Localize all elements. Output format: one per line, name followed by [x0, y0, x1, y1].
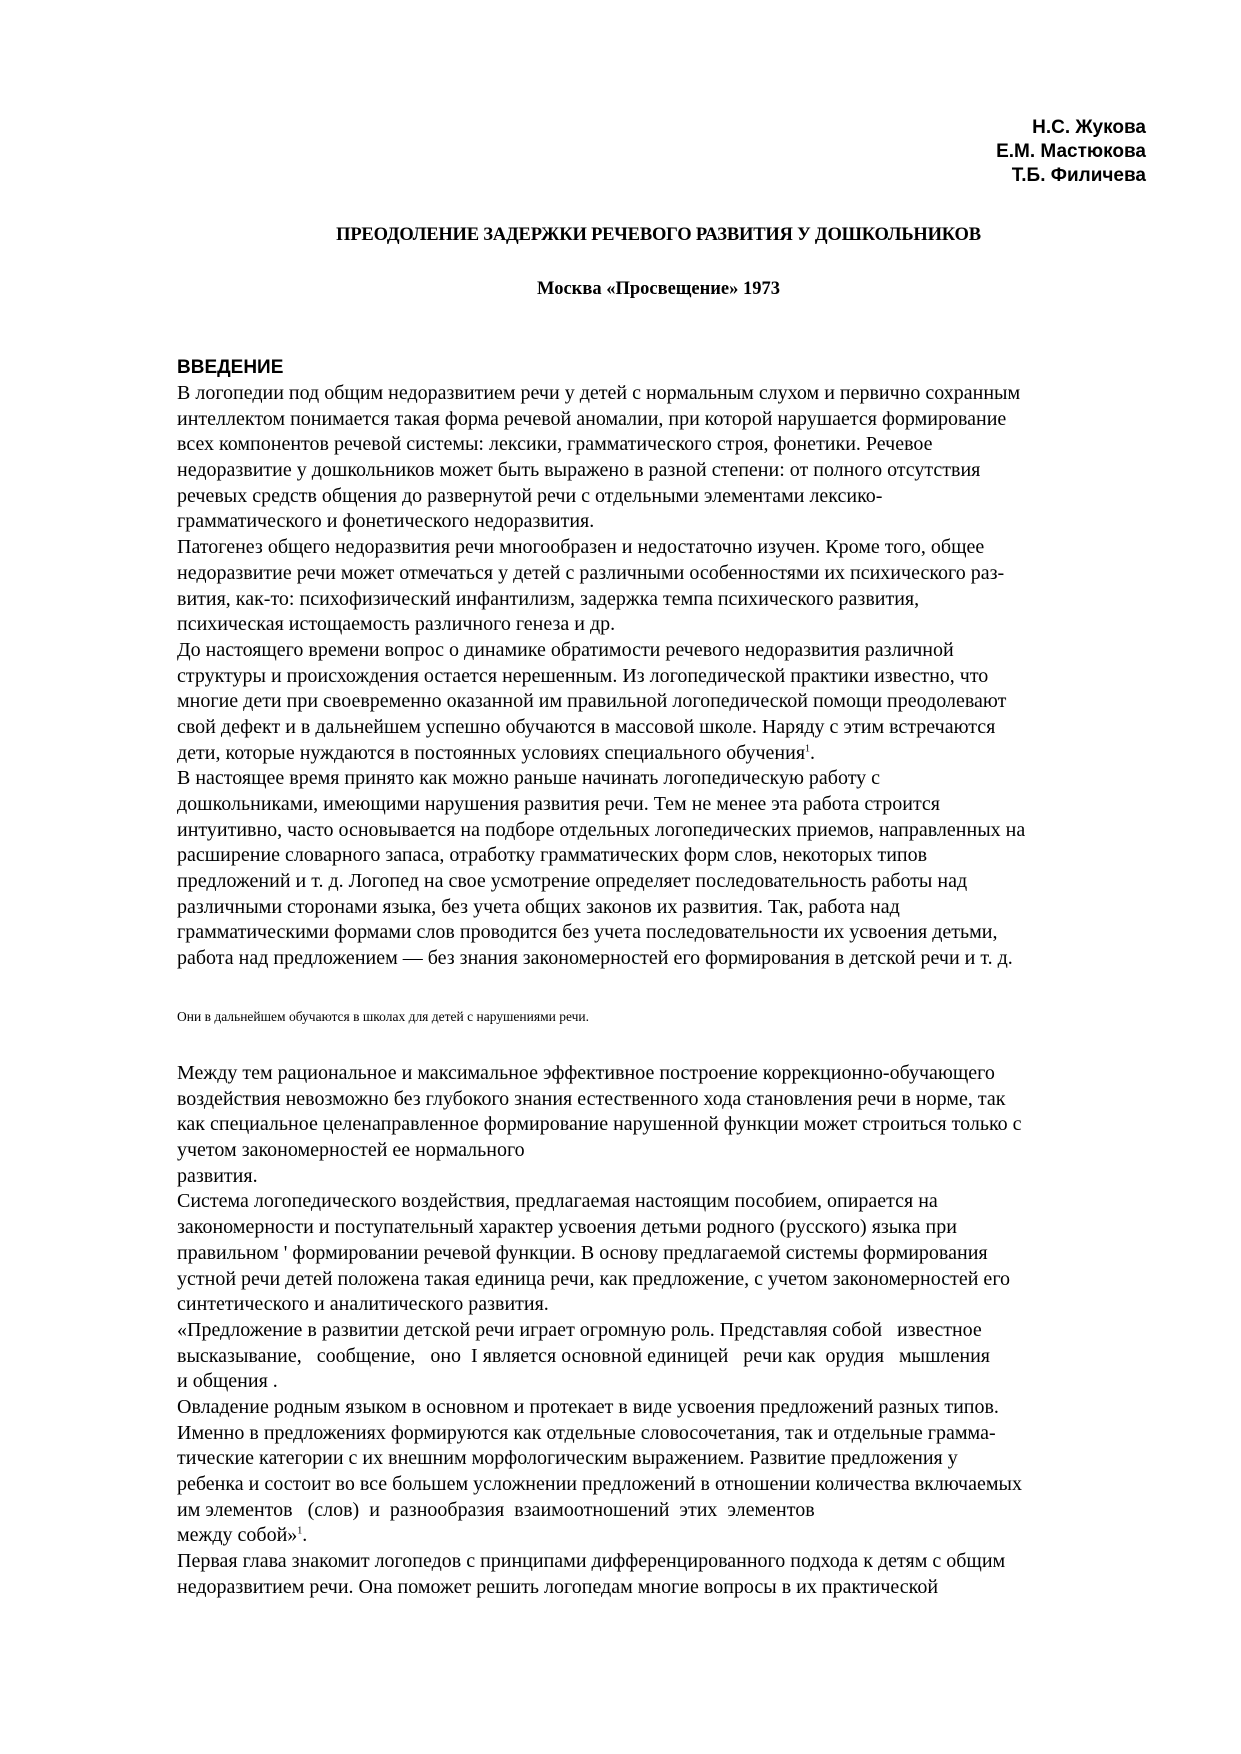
text-line: Овладение родным языком в основном и протекает в виде усвоения предложений разных типов. — [177, 1395, 999, 1418]
text-line: учетом закономерностей ее нормального — [177, 1139, 525, 1162]
text-line: развития. — [177, 1164, 258, 1187]
text-line: структуры и происхождения остается нерешенным. Из логопедической практики известно, что — [177, 664, 989, 687]
text-line: Первая глава знакомит логопедов с принципами дифференцированного подхода к детям с общим — [177, 1550, 1006, 1573]
text-line: им элементов (слов) и разнообразия взаимоотношений этих элементов — [177, 1498, 815, 1521]
text-line: и общения . — [177, 1370, 278, 1393]
publisher-line: Москва «Просвещение» 1973 — [536, 279, 781, 299]
text-line: закономерности и поступательный характер усвоения детьми родного (русского) языка при — [177, 1216, 957, 1239]
section-heading: ВВЕДЕНИЕ — [177, 357, 284, 378]
text-line: психическая истощаемость различного генеза и др. — [177, 613, 616, 636]
text-line: ребенка и состоит во все большем усложнении предложений в отношении количества включаемых — [177, 1473, 1022, 1495]
continued-text-block — [177, 1061, 1022, 1600]
author-name: Е.М. Мастюкова — [996, 141, 1146, 162]
text-line: грамматического и фонетического недоразвития. — [177, 510, 595, 533]
text-line-content: между собой» — [177, 1524, 298, 1547]
author-name: Т.Б. Филичева — [1011, 165, 1146, 186]
footnote-reference[interactable]: 1 — [297, 1525, 303, 1537]
author-name: Н.С. Жукова — [1032, 117, 1146, 138]
text-line-content: дети, которые нуждаются в постоянных условиях специального обучения — [177, 741, 806, 764]
text-line: недоразвитие речи может отмечаться у детей с различными особенностями их психического раз- — [177, 561, 1005, 584]
text-line: интуитивно, часто основывается на подборе отдельных логопедических приемов, направленных на — [177, 818, 1026, 841]
punctuation: . — [302, 1524, 308, 1547]
text-line: Именно в предложениях формируются как отдельные словосочетания, так и отдельные грамма- — [177, 1421, 996, 1444]
text-line: свой дефект и в дальнейшем успешно обучаются в массовой школе. Наряду с этим встречаются — [177, 715, 996, 738]
document-title: ПРЕОДОЛЕНИЕ ЗАДЕРЖКИ РЕЧЕВОГО РАЗВИТИЯ У ДОШКОЛЬНИКОВ — [336, 225, 981, 245]
text-line: как специальное целенаправленное формирование нарушенной функции может строиться только с — [177, 1113, 1022, 1136]
text-line: В логопедии под общим недоразвитием речи у детей с нормальным слухом и первично сохранным — [177, 382, 1021, 404]
text-line: вития, как-то: психофизический инфантилизм, задержка темпа психического развития, — [177, 587, 920, 610]
footnote-reference[interactable]: 1 — [805, 742, 811, 754]
text-line: Патогенез общего недоразвития речи многообразен и недостаточно изучен. Кроме того, общее — [177, 536, 985, 559]
text-line: различными сторонами языка, без учета общих законов их развития. Так, работа над — [177, 895, 900, 918]
text-line — [177, 1523, 1022, 1549]
text-line: синтетического и аналитического развития. — [177, 1293, 549, 1316]
text-line: речевых средств общения до развернутой речи с отдельными элементами лексико- — [177, 484, 883, 507]
text-line: Система логопедического воздействия, предлагаемая настоящим пособием, опирается на — [177, 1190, 938, 1213]
text-line: высказывание, сообщение, оно I является основной единицей речи как орудия мышления — [177, 1344, 990, 1367]
text-line: дошкольниками, имеющими нарушения развития речи. Тем не менее эта работа строится — [177, 793, 940, 815]
text-line: устной речи детей положена такая единица речи, как предложение, с учетом закономерностей его — [177, 1267, 1011, 1290]
text-line: предложений и т. д. Логопед на свое усмотрение определяет последовательность работы над — [177, 870, 968, 893]
text-line: тические категории с их внешним морфологическим выражением. Развитие предложения у — [177, 1447, 958, 1470]
text-line: правильном ' формировании речевой функции. В основу предлагаемой системы формирования — [177, 1241, 988, 1264]
punctuation: . — [810, 741, 816, 764]
text-line: работа над предложением — без знания закономерностей его формирования в детской речи и т. д. — [177, 947, 1013, 970]
footnote-text: Они в дальнейшем обучаются в школах для детей с нарушениями речи. — [177, 1009, 590, 1024]
text-line: интеллектом понимается такая форма речевой аномалии, при которой нарушается формирование — [177, 407, 1007, 430]
text-line: воздействия невозможно без глубокого знания естественного хода становления речи в норме, так — [177, 1087, 1006, 1110]
text-line — [177, 741, 1025, 767]
text-line: всех компонентов речевой системы: лексики, грамматического строя, фонетики. Речевое — [177, 433, 933, 456]
intro-text-block — [177, 381, 1025, 972]
text-line: расширение словарного запаса, отработку грамматических форм слов, некоторых типов — [177, 844, 928, 867]
text-line: недоразвитие у дошкольников может быть выражено в разной степени: от полного отсутствия — [177, 459, 981, 482]
authors-block — [996, 116, 1146, 188]
text-line: грамматическими формами слов проводится без учета последовательности их усвоения детьми, — [177, 921, 998, 944]
text-line: «Предложение в развитии детской речи играет огромную роль. Представляя собой известное — [177, 1318, 982, 1341]
text-line: недоразвитием речи. Она поможет решить логопедам многие вопросы в их практической — [177, 1575, 939, 1598]
text-line: До настоящего времени вопрос о динамике обратимости речевого недоразвития различной — [177, 638, 954, 661]
text-line: многие дети при своевременно оказанной им правильной логопедической помощи преодолевают — [177, 690, 1007, 713]
text-line: В настоящее время принято как можно раньше начинать логопедическую работу с — [177, 767, 881, 790]
text-line: Между тем рациональное и максимальное эффективное построение коррекционно-обучающего — [177, 1062, 995, 1084]
